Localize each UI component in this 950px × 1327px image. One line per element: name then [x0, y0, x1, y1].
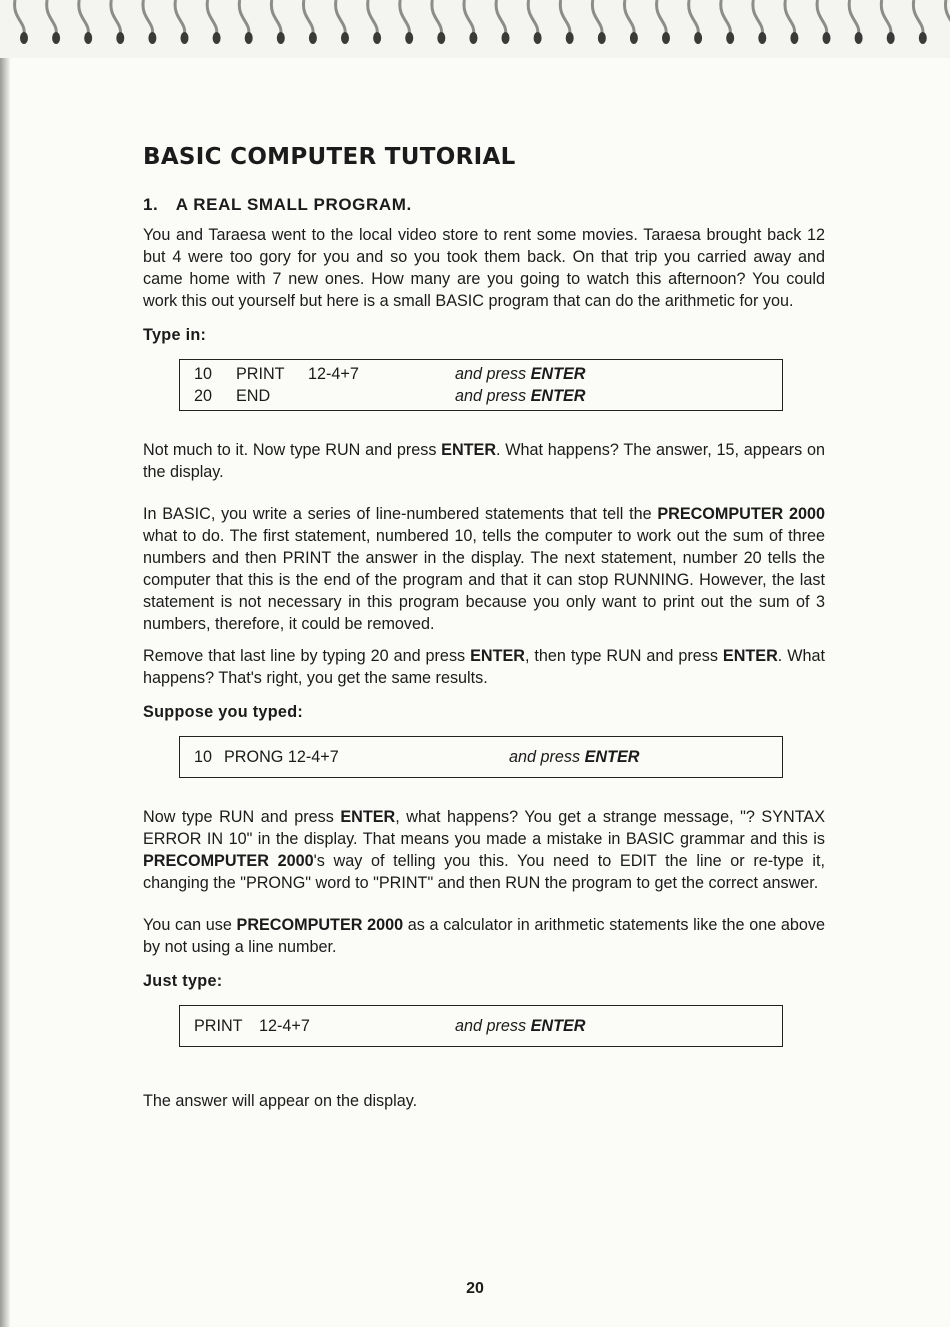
statement-command: PRINT: [236, 365, 285, 383]
text-run: You can use: [143, 916, 237, 934]
press-instruction: [509, 746, 639, 768]
binding-hole: [598, 32, 606, 44]
section-number: 1.: [143, 195, 159, 214]
spiral-binding: [0, 0, 950, 58]
press-instruction: [455, 385, 585, 407]
binding-hole: [855, 32, 863, 44]
text-run: , then type RUN and press: [524, 647, 723, 665]
program-listing-1: [179, 359, 783, 411]
section-heading: [143, 194, 825, 216]
binding-hole: [662, 32, 670, 44]
program-listing-2: [179, 736, 783, 778]
binding-hole: [277, 32, 285, 44]
outro-paragraph: The answer will appear on the display.: [143, 1092, 418, 1110]
statement-command: PRINT: [194, 1017, 243, 1035]
remove-paragraph: [143, 645, 825, 689]
binding-hole: [502, 32, 510, 44]
run-paragraph: [143, 439, 825, 483]
text-run: Not much to it. Now type RUN and press: [143, 441, 442, 459]
text-run: , what happens? You get a strange message, "? SYNTAX ERROR IN 10" in the display. That means you made a mistake in BASIC grammar and this is: [143, 808, 825, 848]
page-edge-shadow: [0, 0, 10, 1327]
statement-command: END: [236, 387, 271, 405]
page-title: BASIC COMPUTER TUTORIAL: [143, 144, 516, 170]
binding-hole: [823, 32, 831, 44]
program-listing-3: [179, 1005, 783, 1047]
brand-name: PRECOMPUTER 2000: [236, 916, 404, 934]
program-line: [194, 385, 768, 407]
statement-text: PRONG 12-4+7: [224, 748, 339, 766]
binding-hole: [534, 32, 542, 44]
binding-hole: [181, 32, 189, 44]
line-number: 20: [194, 387, 213, 405]
binding-hole: [887, 32, 895, 44]
enter-key: ENTER: [530, 387, 586, 405]
text-run: 's way of telling you this. You need to EDIT the line or re-type it, changing the "PRONG" word to "PRINT" and then RUN the program to get the correct answer.: [143, 852, 826, 892]
text-run: as a calculator in arithmetic statements like the one above by not using a line number.: [143, 916, 825, 956]
enter-keyword: ENTER: [722, 647, 778, 665]
tutorial-content: [143, 140, 825, 1112]
binding-hole: [52, 32, 60, 44]
type-in-label: Type in:: [143, 326, 207, 344]
text-run: . What happens? That's right, you get the same results.: [143, 647, 826, 687]
text-run: . What happens? The answer, 15, appears on the display.: [143, 441, 825, 481]
press-text: and press: [509, 748, 581, 766]
section-title: A REAL SMALL PROGRAM.: [175, 195, 412, 214]
binding-hole: [469, 32, 477, 44]
program-line: [194, 1015, 768, 1037]
text-run: In BASIC, you write a series of line-numbered statements that tell the: [143, 505, 658, 523]
binding-hole: [245, 32, 253, 44]
binding-hole: [213, 32, 221, 44]
intro-paragraph: You and Taraesa went to the local video store to rent some movies. Taraesa brought back 12 but 4 were too gory for you and so you took them back. On that trip you carried away and came home with 7 new ones. How many are you going to watch this afternoon? You could work this out yourself but here is a small BASIC program that can do the arithmetic for you.: [143, 226, 825, 310]
line-number: 10: [194, 748, 213, 766]
statement-argument: [308, 385, 455, 407]
binding-hole: [341, 32, 349, 44]
enter-keyword: ENTER: [441, 441, 497, 459]
statement-argument: 12-4+7: [308, 365, 359, 383]
page-number: 20: [466, 1280, 484, 1297]
brand-name: PRECOMPUTER 2000: [657, 505, 825, 523]
binding-hole: [790, 32, 798, 44]
error-paragraph: [143, 806, 825, 894]
press-instruction: [455, 1015, 585, 1037]
brand-name: PRECOMPUTER 2000: [143, 852, 314, 870]
binding-hole: [309, 32, 317, 44]
basic-paragraph: [143, 503, 825, 635]
enter-key: ENTER: [584, 748, 640, 766]
binding-hole: [373, 32, 381, 44]
statement-argument: 12-4+7: [259, 1017, 310, 1035]
binding-hole: [84, 32, 92, 44]
binding-hole: [726, 32, 734, 44]
binding-hole: [566, 32, 574, 44]
calculator-paragraph: [143, 914, 825, 958]
enter-key: ENTER: [530, 365, 586, 383]
binding-hole: [116, 32, 124, 44]
program-line: [194, 746, 768, 768]
text-run: Now type RUN and press: [143, 808, 341, 826]
enter-keyword: ENTER: [340, 808, 396, 826]
binding-hole: [758, 32, 766, 44]
binding-hole: [630, 32, 638, 44]
binding-hole: [148, 32, 156, 44]
binding-hole: [919, 32, 927, 44]
press-instruction: [455, 363, 585, 385]
enter-keyword: ENTER: [470, 647, 525, 665]
suppose-label: Suppose you typed:: [143, 703, 304, 721]
binding-hole: [437, 32, 445, 44]
binding-hole: [694, 32, 702, 44]
press-text: and press: [455, 1017, 527, 1035]
binding-hole: [405, 32, 413, 44]
line-number: 10: [194, 365, 213, 383]
just-type-label: Just type:: [143, 972, 223, 990]
text-run: what to do. The first statement, numbered 10, tells the computer to work out the sum of three numbers and then PRINT the answer in the display. The next statement, number 20 tells the computer that this is the end of the program and that it can stop RUNNING. However, the last statement is not necessary in this program because you only want to print out the sum of 3 numbers, therefore, it could be removed.: [143, 527, 825, 633]
program-line: [194, 363, 768, 385]
binding-hole: [20, 32, 28, 44]
press-text: and press: [455, 387, 527, 405]
enter-key: ENTER: [530, 1017, 586, 1035]
press-text: and press: [455, 365, 527, 383]
text-run: Remove that last line by typing 20 and press: [143, 647, 471, 665]
